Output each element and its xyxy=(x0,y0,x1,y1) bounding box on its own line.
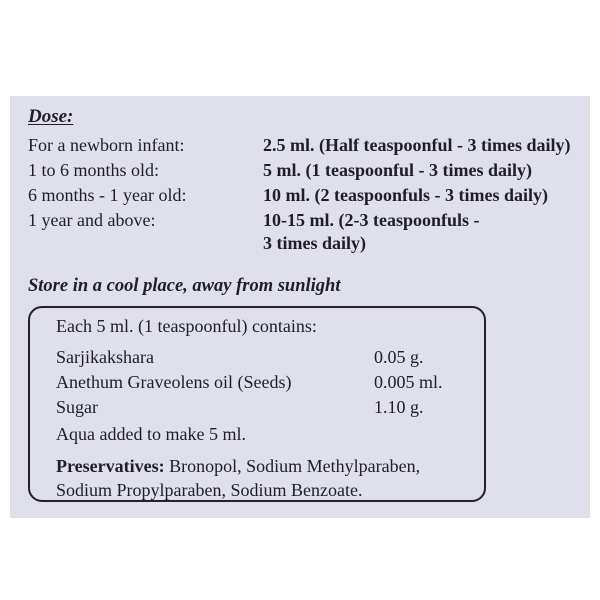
dose-heading: Dose: xyxy=(28,106,74,127)
composition-box xyxy=(28,306,486,502)
composition-header: Each 5 ml. (1 teaspoonful) contains: xyxy=(56,316,317,336)
aqua-note: Aqua added to make 5 ml. xyxy=(56,424,246,444)
dose-amount: 10-15 ml. (2-3 teaspoonfuls - 3 times daily) xyxy=(263,210,480,253)
dose-amount: 10 ml. (2 teaspoonfuls - 3 times daily) xyxy=(263,185,548,205)
ingredient-qty: 1.10 g. xyxy=(374,397,424,417)
dose-age: 6 months - 1 year old: xyxy=(28,185,187,205)
dose-age: 1 to 6 months old: xyxy=(28,160,160,180)
ingredient-qty: 0.05 g. xyxy=(374,347,424,367)
ingredient-name: Anethum Graveolens oil (Seeds) xyxy=(56,372,292,392)
dose-age: 1 year and above: xyxy=(28,210,156,230)
dose-amount: 5 ml. (1 teaspoonful - 3 times daily) xyxy=(263,160,532,180)
ingredient-qty: 0.005 ml. xyxy=(374,372,443,392)
storage-instruction: Store in a cool place, away from sunlight xyxy=(28,276,341,296)
ingredient-name: Sarjikakshara xyxy=(56,347,154,367)
ingredient-name: Sugar xyxy=(56,397,98,417)
preservatives-list-line2: Sodium Propylparaben, Sodium Benzoate. xyxy=(56,480,363,500)
dose-age: For a newborn infant: xyxy=(28,135,185,155)
preservatives-list-line1: Bronopol, Sodium Methylparaben, xyxy=(164,456,421,476)
preservatives xyxy=(56,454,476,502)
dose-amount: 2.5 ml. (Half teaspoonful - 3 times daily) xyxy=(263,135,571,155)
medicine-label-panel xyxy=(10,96,590,518)
preservatives-label: Preservatives: xyxy=(56,456,165,476)
